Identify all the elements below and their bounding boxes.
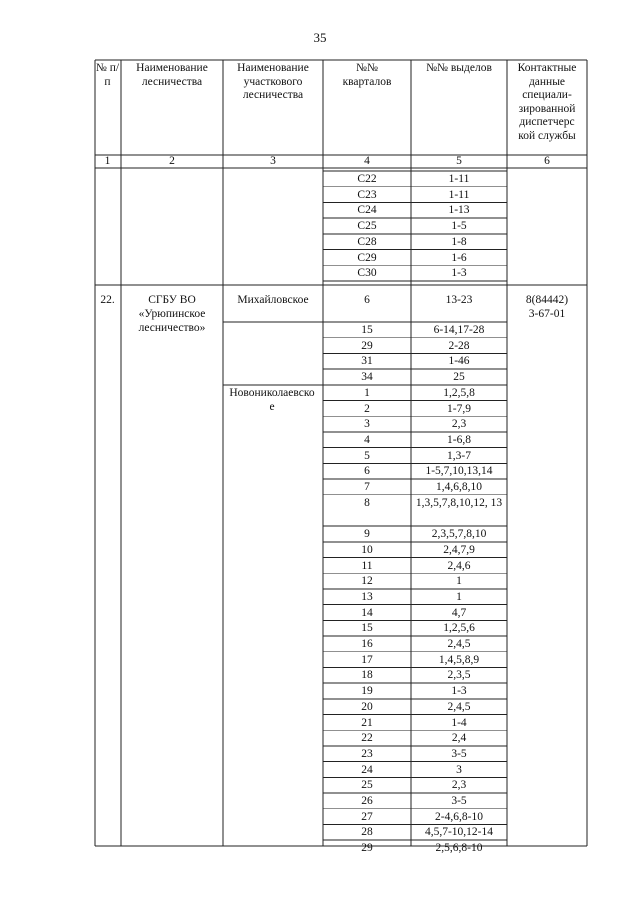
first-row-plots: 13-23 (445, 294, 473, 306)
plots-cell: 1-6,8 (447, 433, 471, 446)
header-district: Наименование участкового лесничества (237, 62, 309, 101)
entry-num: 22. (100, 294, 115, 306)
col-number-2: 2 (169, 155, 175, 167)
plots-cell: 1-5,7,10,13,14 (425, 465, 493, 478)
prev-quarter-cell: С29 (357, 251, 377, 264)
plots-cell: 1,3,5,7,8,10,12, 13 (415, 496, 503, 509)
prev-quarter-cell: С24 (357, 204, 377, 217)
prev-plots-cell: 1-11 (448, 173, 470, 185)
quarter-cell: 6 (364, 465, 370, 478)
quarter-cell: 16 (361, 638, 373, 650)
plots-cell: 2,4,6 (447, 559, 471, 572)
plots-cell: 4,7 (451, 606, 467, 619)
quarter-cell: 29 (361, 339, 373, 352)
col-number-3: 3 (270, 155, 276, 167)
quarter-cell: 24 (361, 763, 373, 776)
quarter-cell: 34 (361, 371, 373, 384)
quarter-cell: 13 (361, 590, 373, 603)
quarter-cell: 31 (361, 355, 373, 368)
forestry-name-line1: СГБУ ВО (148, 294, 196, 306)
plots-cell: 2,3,5,7,8,10 (431, 528, 487, 541)
plots-cell: 2,4,7,9 (443, 543, 475, 556)
forestry-name-line2: «Урюпинское (138, 308, 206, 320)
header-num: № п/п (95, 62, 120, 88)
phone-line2: 3-67-01 (528, 308, 566, 320)
quarter-cell: 28 (361, 826, 373, 839)
plots-cell: 1,3-7 (447, 449, 471, 462)
quarter-cell: 14 (361, 606, 373, 619)
quarter-cell: 29 (361, 842, 373, 855)
plots-cell: 2,3 (451, 779, 467, 792)
plots-cell: 1-7,9 (447, 402, 471, 415)
prev-quarter-cell: С28 (357, 235, 377, 248)
quarter-cell: 23 (361, 747, 373, 760)
plots-cell: 2-4,6,8-10 (435, 810, 483, 823)
plots-cell: 1-3 (451, 685, 467, 698)
quarter-cell: 25 (361, 779, 373, 792)
first-row-quarter: 6 (364, 294, 370, 306)
header-contacts: Контактные данные специали-зированной диспетчерс кой службы (517, 62, 577, 142)
quarter-cell: 17 (361, 653, 373, 666)
quarter-cell: 11 (361, 559, 373, 572)
plots-cell: 1,2,5,8 (443, 386, 475, 399)
plots-cell: 25 (453, 371, 465, 384)
quarter-cell: 20 (361, 700, 373, 713)
plots-cell: 2,4,5 (447, 638, 471, 650)
plots-cell: 1 (456, 590, 462, 603)
district-mikhailovskoe: Михайловское (237, 294, 309, 306)
plots-cell: 1 (456, 575, 462, 588)
quarter-cell: 27 (361, 810, 373, 823)
prev-quarter-cell: С23 (357, 188, 377, 201)
plots-cell: 2,3,5 (447, 669, 471, 682)
quarter-cell: 7 (364, 481, 370, 493)
quarter-cell: 15 (361, 622, 373, 635)
plots-cell: 2,4,5 (447, 700, 471, 713)
quarter-cell: 4 (364, 433, 370, 446)
quarter-cell: 21 (361, 716, 373, 729)
quarter-cell: 19 (361, 685, 373, 698)
page-number: 35 (313, 30, 327, 45)
prev-plots-cell: 1-13 (448, 204, 470, 217)
quarter-cell: 12 (361, 575, 373, 588)
quarter-cell: 3 (364, 418, 370, 431)
quarter-cell: 22 (361, 732, 373, 745)
quarter-cell: 10 (361, 543, 373, 556)
plots-cell: 1-46 (448, 355, 470, 368)
plots-cell: 6-14,17-28 (433, 324, 485, 336)
col-number-1: 1 (104, 155, 111, 167)
col-number-5: 5 (456, 155, 462, 167)
quarter-cell: 26 (361, 795, 373, 807)
prev-plots-cell: 1-3 (451, 267, 467, 280)
district-novonikolaevskoe: Новониколаевское (229, 387, 315, 413)
prev-plots-cell: 1-11 (448, 188, 470, 201)
quarter-cell: 2 (364, 402, 370, 415)
plots-cell: 1,4,5,8,9 (438, 653, 480, 666)
quarter-cell: 9 (364, 528, 370, 541)
plots-cell: 2,5,6,8-10 (435, 842, 483, 855)
prev-quarter-cell: С22 (357, 173, 377, 185)
quarter-cell: 5 (364, 449, 370, 462)
prev-plots-cell: 1-8 (451, 235, 467, 248)
plots-cell: 1,4,6,8,10 (436, 481, 482, 493)
quarter-cell: 1 (364, 386, 370, 399)
plots-cell: 3-5 (451, 795, 467, 807)
quarter-cell: 8 (364, 496, 370, 509)
prev-quarter-cell: С30 (357, 267, 377, 280)
plots-cell: 3-5 (451, 747, 467, 760)
plots-cell: 1-4 (451, 716, 467, 729)
prev-quarter-cell: С25 (357, 220, 377, 233)
prev-plots-cell: 1-5 (451, 220, 467, 233)
phone-line1: 8(84442) (525, 294, 569, 306)
header-quarters: №№ кварталов (342, 62, 392, 88)
quarter-cell: 18 (361, 669, 373, 682)
plots-cell: 1,2,5,6 (443, 622, 475, 635)
header-forestry: Наименование лесничества (136, 62, 208, 88)
plots-cell: 2-28 (448, 339, 470, 352)
plots-cell: 2,3 (451, 418, 467, 431)
plots-cell: 4,5,7-10,12-14 (424, 826, 494, 839)
plots-cell: 2,4 (451, 732, 467, 745)
plots-cell: 3 (456, 763, 462, 776)
header-plots: №№ выделов (426, 62, 492, 74)
col-number-4: 4 (364, 155, 370, 167)
prev-plots-cell: 1-6 (451, 251, 467, 264)
col-number-6: 6 (544, 155, 550, 167)
forestry-name-line3: лесничество» (138, 322, 206, 334)
quarter-cell: 15 (361, 324, 373, 336)
